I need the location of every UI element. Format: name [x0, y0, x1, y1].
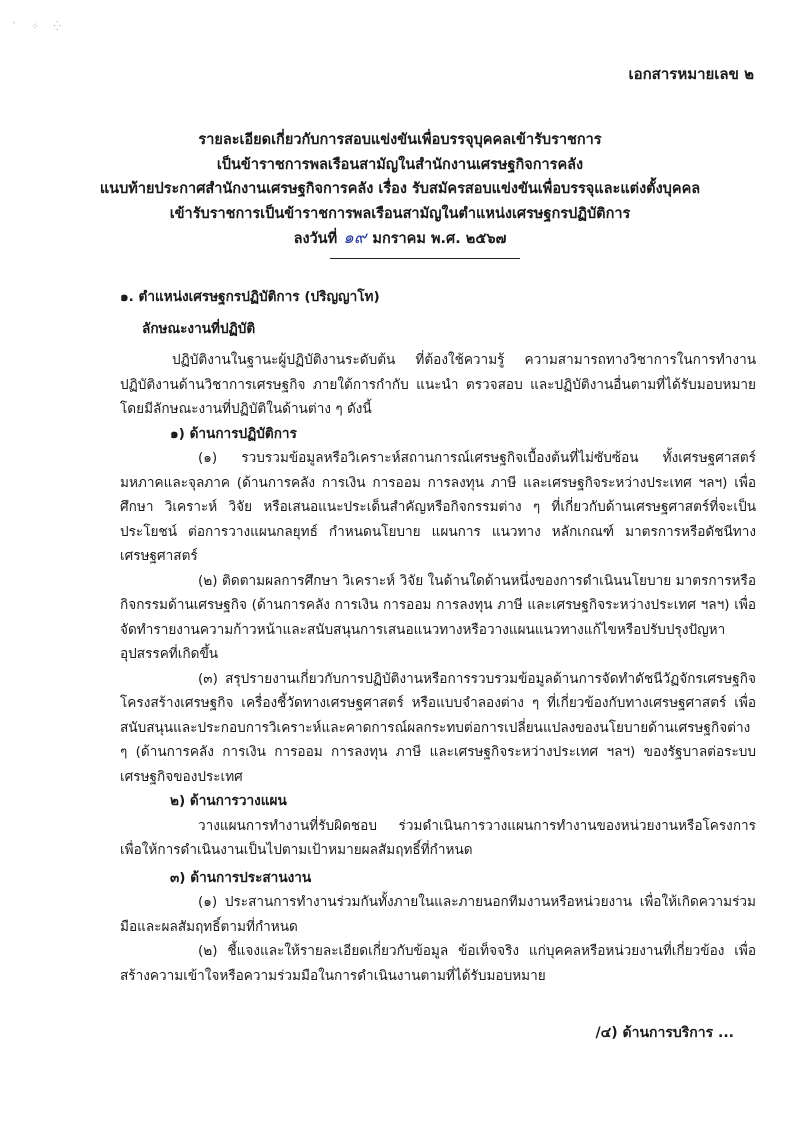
intro-paragraph: ปฏิบัติงานในฐานะผู้ปฏิบัติงานระดับต้น ที่ต้องใช้ความรู้ ความสามารถทางวิชาการในการทำงาน ปฏิบัติงานด้านวิชาการเศรษฐกิจ ภายใต้การกำกับ แนะนำ ตรวจสอบ และปฏิบัติงานอื่นตามที่ได้รับมอบหมาย โดยมีลักษณะงานที่ปฏิบัติในด้านต่าง ๆ ดังนี้ [120, 352, 756, 417]
document-number: เอกสารหมายเลข ๒ [628, 65, 754, 83]
scan-specks-decoration: ` ⁘ ⁛ [12, 22, 67, 32]
nature-of-work-title: ลักษณะงานที่ปฏิบัติ [142, 320, 256, 337]
coordination-item-1: (๑) ประสานการทำงานร่วมกันทั้งภายในและภายนอกทีมงานหรือหน่วยงาน เพื่อให้เกิดความร่วมมือและผลสัมฤทธิ์ตามที่กำหนด [120, 894, 756, 935]
header-divider [330, 258, 520, 259]
header-line-3: แนบท้ายประกาศสำนักงานเศรษฐกิจการคลัง เรื่อง รับสมัครสอบแข่งขันเพื่อบรรจุและแต่งตั้งบุคคล [99, 181, 701, 197]
operations-item-1: (๑) รวบรวมข้อมูลหรือวิเคราะห์สถานการณ์เศรษฐกิจเบื้องต้นที่ไม่ซับซ้อน ทั้งเศรษฐศาสตร์มหภาคและจุลภาค (ด้านการคลัง การเงิน การออม การลงทุน ภาษี และเศรษฐกิจระหว่างประเทศ ฯลฯ) เพื่อศึกษา วิเคราะห์ วิจัย หรือเสนอแนะประเด็นสำคัญหรือกิจกรรมต่าง ๆ ที่เกี่ยวกับด้านเศรษฐศาสตร์ที่จะเป็นประโยชน์ ต่อการวางแผนกลยุทธ์ กำหนดนโยบาย แผนการ แนวทาง หลักเกณฑ์ มาตรการหรือดัชนีทางเศรษฐศาสตร์ [120, 450, 756, 564]
operations-item-2: (๒) ติดตามผลการศึกษา วิเคราะห์ วิจัย ในด้านใดด้านหนึ่งของการดำเนินนโยบาย มาตรการหรือกิจกรรมด้านเศรษฐกิจ (ด้านการคลัง การเงิน การออม การลงทุน ภาษี และเศรษฐกิจระหว่างประเทศ ฯลฯ) เพื่อจัดทำรายงานความก้าวหน้าและสนับสนุนการเสนอแนวทางหรือวางแผนแนวทางแก้ไขหรือปรับปรุงปัญหาอุปสรรคที่เกิดขึ้น [120, 572, 756, 662]
operations-item-3: (๓) สรุปรายงานเกี่ยวกับการปฏิบัติงานหรือการรวบรวมข้อมูลด้านการจัดทำดัชนีวัฏจักรเศรษฐกิจ โครงสร้างเศรษฐกิจ เครื่องชี้วัดทางเศรษฐศาสตร์ หรือแบบจำลองต่าง ๆ ที่เกี่ยวข้องกับทางเศรษฐศาสตร์ เพื่อสนับสนุนและประกอบการวิเคราะห์และคาดการณ์ผลกระทบต่อการเปลี่ยนแปลงของนโยบายด้านเศรษฐกิจต่าง ๆ (ด้านการคลัง การเงิน การออม การลงทุน ภาษี และเศรษฐกิจระหว่างประเทศ ฯลฯ) ของรัฐบาลต่อระบบเศรษฐกิจของประเทศ [120, 670, 756, 785]
header-line-1: รายละเอียดเกี่ยวกับการสอบแข่งขันเพื่อบรรจุบุคคลเข้ารับราชการ [198, 132, 602, 148]
header-date-line [0, 226, 800, 252]
date-prefix: ลงวันที่ [293, 231, 338, 247]
header-line-4: เข้ารับราชการเป็นข้าราชการพลเรือนสามัญในตำแหน่งเศรษฐกรปฏิบัติการ [169, 205, 631, 222]
coordination-item-2: (๒) ชี้แจงและให้รายละเอียดเกี่ยวกับข้อมูล ข้อเท็จจริง แก่บุคคลหรือหน่วยงานที่เกี่ยวข้อง เพื่อสร้างความเข้าใจหรือความร่วมมือในการดำเนินงานตามที่ได้รับมอบหมาย [120, 943, 756, 984]
planning-text: วางแผนการทำงานที่รับผิดชอบ ร่วมดำเนินการวางแผนการทำงานของหน่วยงานหรือโครงการ เพื่อให้การดำเนินงานเป็นไปตามเป้าหมายผลสัมฤทธิ์ที่กำหนด [120, 817, 756, 858]
coordination-title: ๓) ด้านการประสานงาน [170, 869, 312, 886]
document-body [120, 285, 756, 988]
header-line-2: เป็นข้าราชการพลเรือนสามัญในสำนักงานเศรษฐกิจการคลัง [216, 156, 584, 173]
date-month-year: มกราคม พ.ศ. ๒๕๖๗ [372, 231, 507, 247]
planning-title: ๒) ด้านการวางแผน [170, 793, 287, 809]
document-header [0, 128, 800, 252]
operations-title: ๑) ด้านการปฏิบัติการ [170, 425, 297, 442]
handwritten-date-day: ๑๙ [343, 228, 367, 248]
continuation-marker: /๔) ด้านการบริการ ... [595, 1025, 734, 1041]
section-title: ๑. ตำแหน่งเศรษฐกรปฏิบัติการ (ปริญญาโท) [120, 289, 380, 305]
